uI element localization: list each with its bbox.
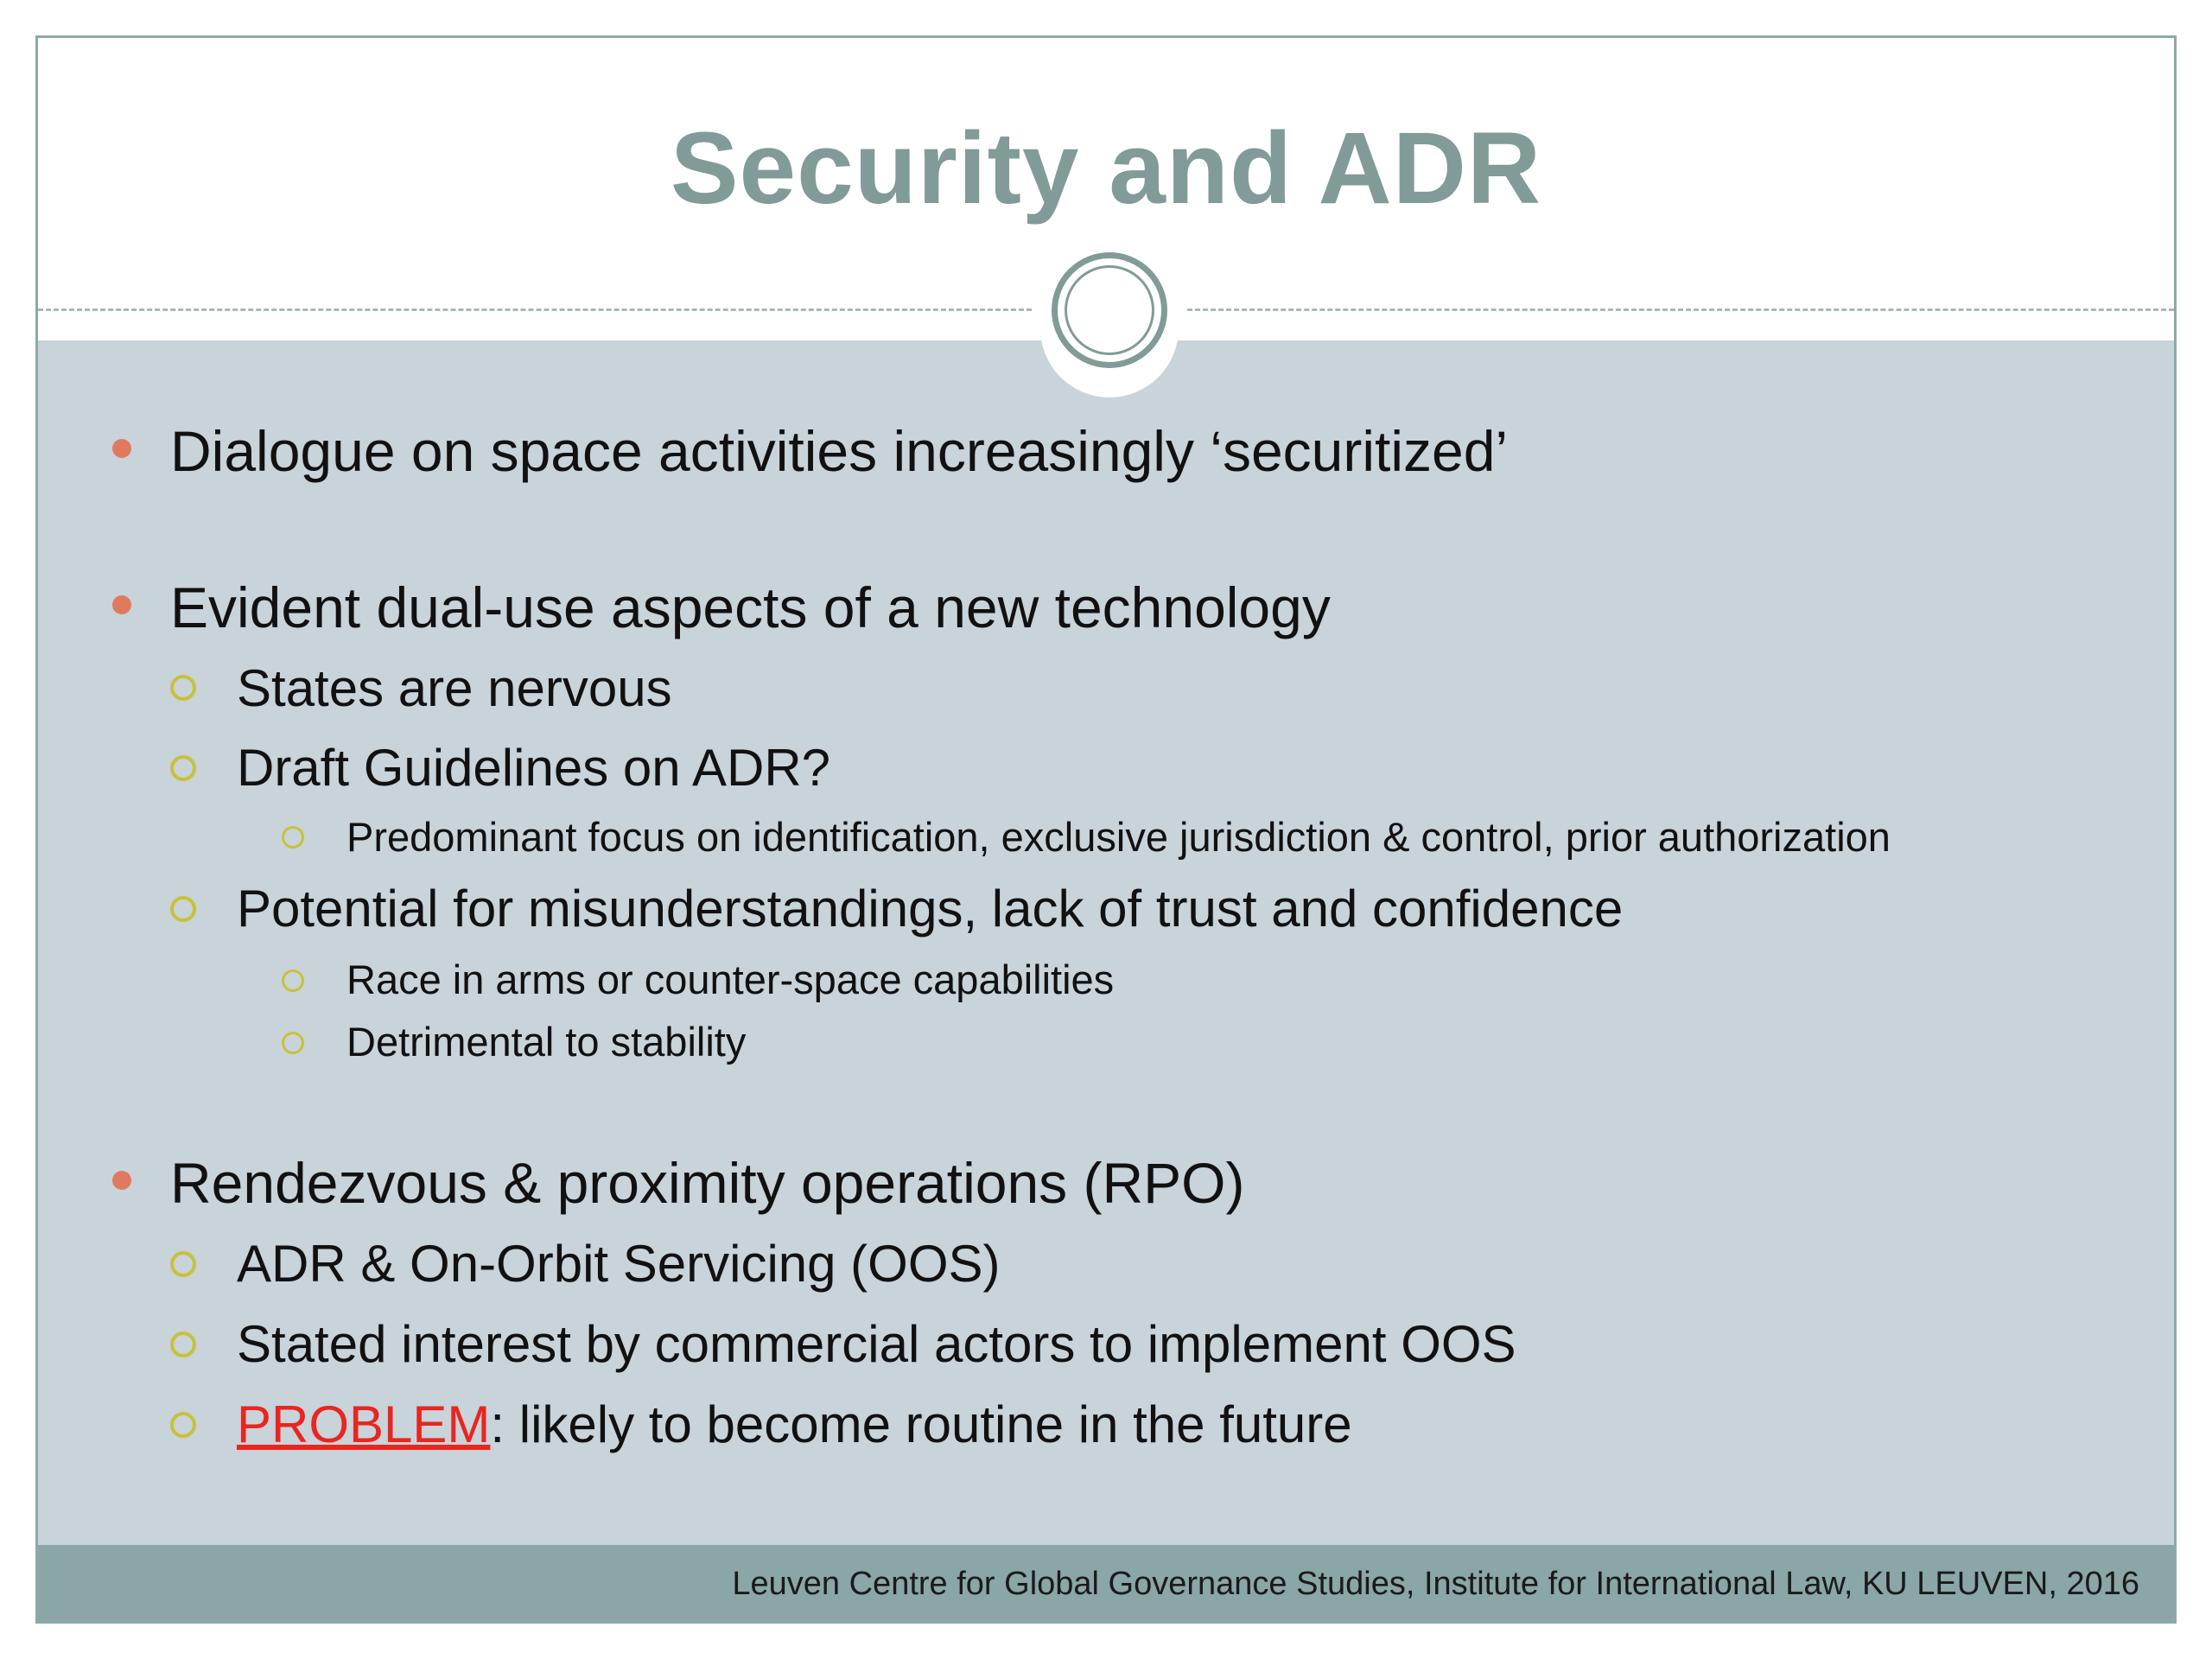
bullet-3: Rendezvous & proximity operations (RPO) — [170, 1151, 1245, 1215]
bullet-ring-icon — [170, 1251, 196, 1277]
bullet-3-2: Stated interest by commercial actors to implement OOS — [237, 1315, 1516, 1373]
bullet-ring-icon — [282, 826, 304, 849]
bullet-ring-icon — [170, 1412, 196, 1438]
problem-label: PROBLEM — [237, 1395, 491, 1453]
bullet-ring-icon — [170, 896, 196, 922]
footer-credit: Leuven Centre for Global Governance Studies, Institute for International Law, KU LEUVEN, 2016 — [732, 1566, 2139, 1602]
bullet-dot-icon — [112, 595, 131, 614]
ring-ornament-icon — [1052, 252, 1167, 368]
bullet-2: Evident dual-use aspects of a new technology — [170, 575, 1331, 639]
bullet-dot-icon — [112, 1171, 131, 1190]
bullet-2-3-2: Detrimental to stability — [346, 1019, 747, 1065]
bullet-2-3-1: Race in arms or counter-space capabilities — [346, 957, 1115, 1002]
divider-line-right — [1187, 308, 2174, 311]
bullet-3-3 — [237, 1395, 1352, 1454]
bullet-2-1: States are nervous — [237, 659, 672, 717]
bullet-dot-icon — [112, 439, 131, 458]
bullet-ring-icon — [170, 675, 196, 701]
bullet-3-1: ADR & On-Orbit Servicing (OOS) — [237, 1235, 1001, 1293]
bullet-3-3-text: : likely to become routine in the future — [490, 1395, 1352, 1453]
bullet-1: Dialogue on space activities increasingly ‘securitized’ — [170, 419, 1509, 483]
bullet-ring-icon — [282, 969, 304, 992]
slide-title: Security and ADR — [670, 111, 1542, 226]
bullet-ring-icon — [282, 1032, 304, 1054]
bullet-2-3: Potential for misunderstandings, lack of trust and confidence — [237, 880, 1624, 938]
bullet-2-2: Draft Guidelines on ADR? — [237, 739, 831, 797]
bullet-ring-icon — [170, 755, 196, 781]
bullet-ring-icon — [170, 1332, 196, 1357]
divider-line-left — [38, 308, 1032, 311]
bullet-2-2-1: Predominant focus on identification, exclusive jurisdiction & control, prior authorization — [346, 814, 1891, 860]
slide — [35, 35, 2177, 1624]
footer-bar — [38, 1545, 2174, 1621]
